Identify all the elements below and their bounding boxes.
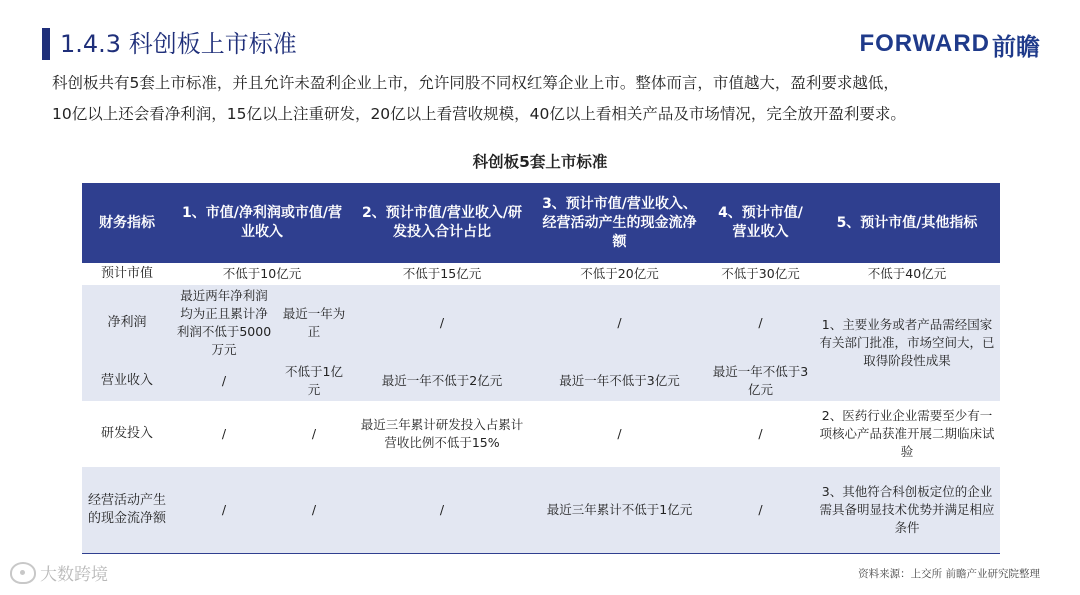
- logo-text-en: FORWARD: [859, 30, 990, 57]
- listing-standards-table: [82, 183, 1000, 554]
- table-cell: /: [276, 401, 352, 467]
- table-cell: /: [172, 401, 276, 467]
- table-cell: /: [707, 467, 814, 553]
- table-cell: 不低于20亿元: [532, 263, 707, 285]
- row-label: 经营活动产生的现金流净额: [82, 467, 172, 553]
- table-row: [82, 467, 1000, 553]
- row-label: 研发投入: [82, 401, 172, 467]
- table-cell: /: [352, 285, 532, 361]
- intro-line-1: 科创板共有5套上市标准，并且允许未盈利企业上市，允许同股不同权红筹企业上市。整体而言，市值越大，盈利要求越低，: [52, 74, 899, 92]
- table-cell: 最近一年不低于2亿元: [352, 361, 532, 401]
- row-label: 净利润: [82, 285, 172, 361]
- watermark-text: 大数跨境: [40, 565, 108, 585]
- table-cell: 不低于40亿元: [814, 263, 1000, 285]
- table-cell: /: [707, 401, 814, 467]
- table-cell: /: [532, 285, 707, 361]
- table-cell: 不低于1亿元: [276, 361, 352, 401]
- table-row: [82, 285, 1000, 361]
- header-cell: 1、市值/净利润或市值/营业收入: [172, 183, 352, 263]
- table-cell: 最近三年累计不低于1亿元: [532, 467, 707, 553]
- intro-line-2: 10亿以上还会看净利润，15亿以上注重研发，20亿以上看营收规模，40亿以上看相关产品及市场情况，完全放开盈利要求。: [52, 105, 906, 123]
- header-cell: 2、预计市值/营业收入/研发投入合计占比: [352, 183, 532, 263]
- header-cell: 财务指标: [82, 183, 172, 263]
- table-row: [82, 263, 1000, 285]
- weibo-icon: [10, 562, 36, 584]
- table-cell: 最近两年净利润均为正且累计净利润不低于5000万元: [172, 285, 276, 361]
- table-title: 科创板5套上市标准: [472, 153, 608, 171]
- source-note: 资料来源：上交所 前瞻产业研究院整理: [858, 568, 1040, 580]
- row-label: 预计市值: [82, 263, 172, 285]
- table-cell: 3、其他符合科创板定位的企业需具备明显技术优势并满足相应条件: [814, 467, 1000, 553]
- table-header-row: [82, 183, 1000, 263]
- table-cell: /: [532, 401, 707, 467]
- table-cell: /: [172, 467, 276, 553]
- table-cell: 不低于15亿元: [352, 263, 532, 285]
- header-cell: 3、预计市值/营业收入、经营活动产生的现金流净额: [532, 183, 707, 263]
- table-cell: /: [276, 467, 352, 553]
- table-cell: 1、主要业务或者产品需经国家有关部门批准，市场空间大，已取得阶段性成果: [814, 285, 1000, 401]
- table-row: [82, 401, 1000, 467]
- logo-text-cn: 前瞻: [992, 33, 1040, 61]
- table-cell: 不低于30亿元: [707, 263, 814, 285]
- watermark-logo: [10, 560, 108, 585]
- page-title: 1.4.3 科创板上市标准: [60, 30, 297, 58]
- table-cell: 最近三年累计研发投入占累计营收比例不低于15%: [352, 401, 532, 467]
- table-cell: 2、医药行业企业需要至少有一项核心产品获准开展二期临床试验: [814, 401, 1000, 467]
- table-cell: 最近一年为正: [276, 285, 352, 361]
- table-cell: 最近一年不低于3亿元: [707, 361, 814, 401]
- header-cell: 5、预计市值/其他指标: [814, 183, 1000, 263]
- intro-paragraph: [52, 68, 1037, 130]
- header-cell: 4、预计市值/营业收入: [707, 183, 814, 263]
- table-cell: /: [352, 467, 532, 553]
- table-cell: 不低于10亿元: [172, 263, 352, 285]
- table-cell: 最近一年不低于3亿元: [532, 361, 707, 401]
- table-cell: /: [707, 285, 814, 361]
- title-accent-bar: [42, 28, 50, 60]
- table-cell: /: [172, 361, 276, 401]
- row-label: 营业收入: [82, 361, 172, 401]
- brand-logo: [859, 29, 1040, 59]
